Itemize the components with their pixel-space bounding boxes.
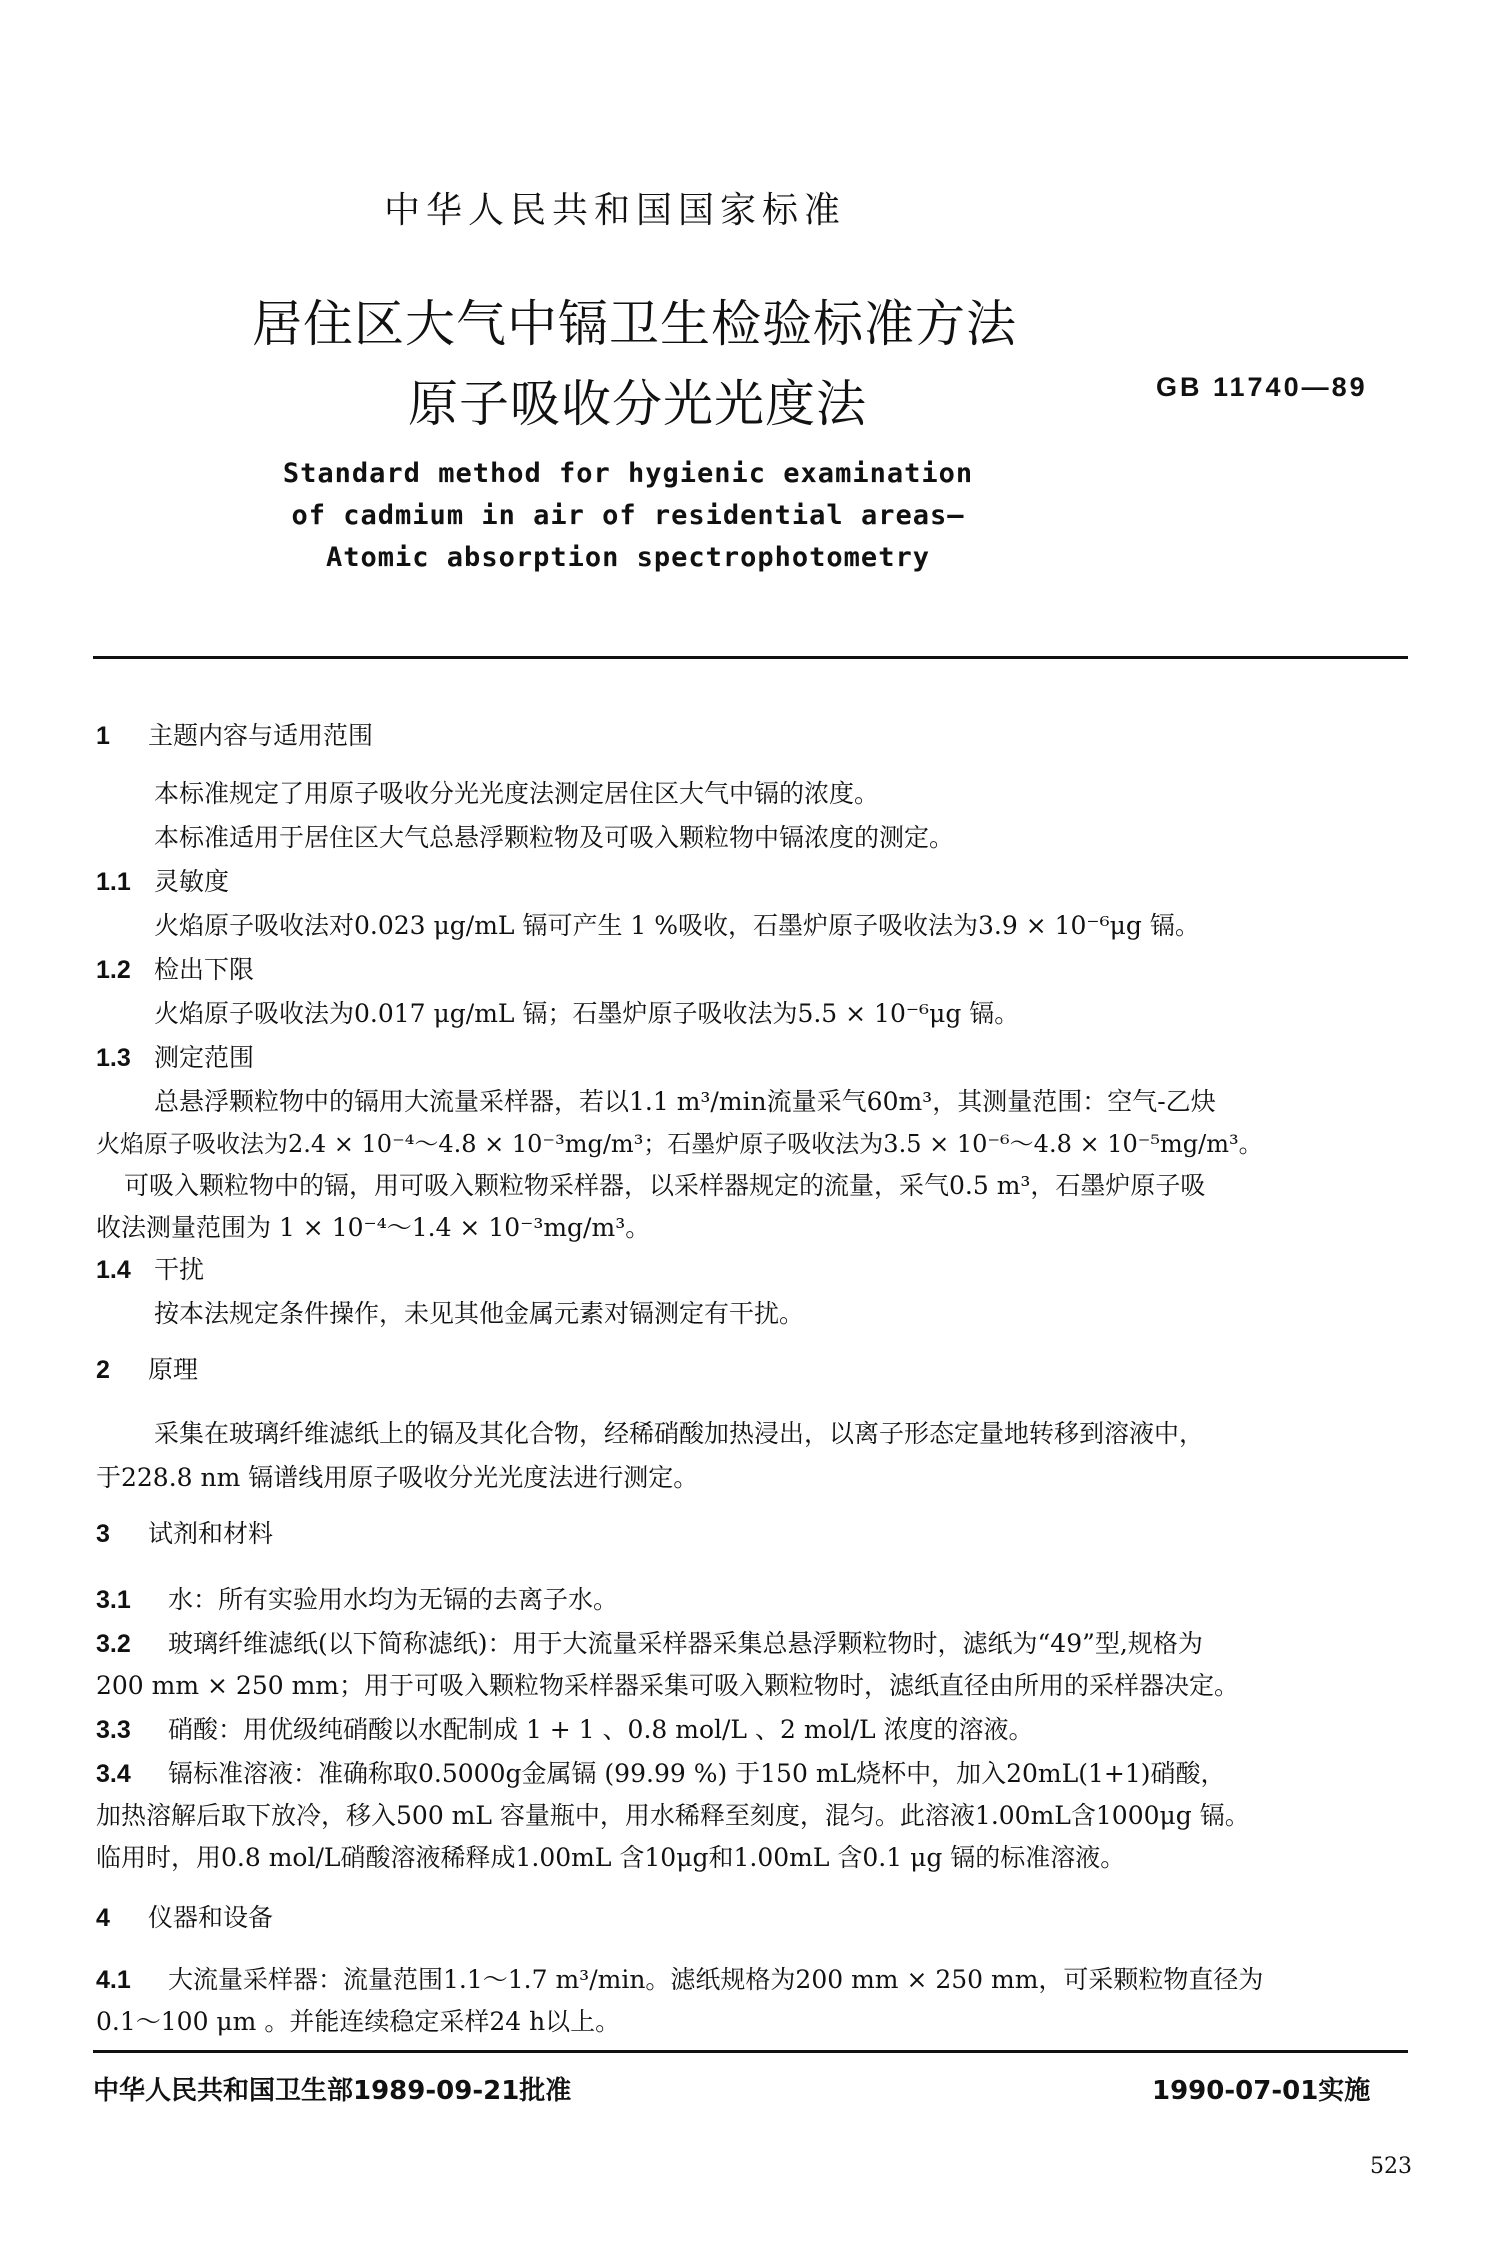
subsection-heading <box>96 1250 204 1286</box>
subsection-number: 1.3 <box>96 1044 131 1072</box>
clause-number: 3.1 <box>96 1586 131 1614</box>
section-number: 4 <box>96 1904 110 1932</box>
section-heading <box>96 1514 273 1550</box>
clause <box>96 1580 618 1616</box>
paragraph-line: 0.1～100 μm 。并能连续稳定采样24 h以上。 <box>96 2007 621 2036</box>
header-rule <box>93 656 1408 659</box>
english-title-line: Atomic absorption spectrophotometry <box>326 542 930 573</box>
clause-number: 4.1 <box>96 1966 131 1994</box>
paragraph: 本标准适用于居住区大气总悬浮颗粒物及可吸入颗粒物中镉浓度的测定。 <box>154 823 955 852</box>
standard-code: GB 11740—89 <box>1156 372 1368 402</box>
section-number: 3 <box>96 1520 110 1548</box>
national-standard-heading: 中华人民共和国国家标准 <box>383 190 846 231</box>
clause-text: 大流量采样器：流量范围1.1～1.7 m³/min。滤纸规格为200 mm × 250 mm，可采颗粒物直径为 <box>168 1965 1264 1994</box>
subsection-heading <box>96 862 229 898</box>
english-title-line: of cadmium in air of residential areas— <box>291 500 965 531</box>
section-title: 主题内容与适用范围 <box>148 721 374 750</box>
clause <box>96 1754 1226 1790</box>
section-title: 仪器和设备 <box>148 1903 274 1932</box>
footer-rule <box>93 2050 1408 2053</box>
section-heading <box>96 1898 273 1934</box>
paragraph-line: 收法测量范围为 1 × 10⁻⁴～1.4 × 10⁻³mg/m³。 <box>96 1213 651 1242</box>
subsection-number: 1.4 <box>96 1256 131 1284</box>
subsection-heading <box>96 1038 254 1074</box>
section-title: 试剂和材料 <box>148 1519 274 1548</box>
paragraph: 火焰原子吸收法为0.017 μg/mL 镉；石墨炉原子吸收法为5.5 × 10⁻⁶μg 镉。 <box>154 999 1020 1028</box>
clause-number: 3.2 <box>96 1630 131 1658</box>
title-chinese-line2: 原子吸收分光光度法 <box>408 375 867 433</box>
paragraph-line: 总悬浮颗粒物中的镉用大流量采样器，若以1.1 m³/min流量采气60m³，其测量范围：空气-乙炔 <box>154 1087 1216 1116</box>
paragraph-line: 临用时，用0.8 mol/L硝酸溶液稀释成1.00mL 含10μg和1.00mL 含0.1 μg 镉的标准溶液。 <box>96 1843 1126 1872</box>
clause-number: 3.3 <box>96 1716 131 1744</box>
section-heading <box>96 1350 198 1386</box>
paragraph-line: 可吸入颗粒物中的镉，用可吸入颗粒物采样器，以采样器规定的流量，采气0.5 m³，石墨炉原子吸 <box>124 1171 1206 1200</box>
subsection-heading <box>96 950 254 986</box>
paragraph: 本标准规定了用原子吸收分光光度法测定居住区大气中镉的浓度。 <box>154 779 880 808</box>
paragraph-line: 加热溶解后取下放冷，移入500 mL 容量瓶中，用水稀释至刻度，混匀。此溶液1.00mL含1000μg 镉。 <box>96 1801 1250 1830</box>
clause-text: 硝酸：用优级纯硝酸以水配制成 1 + 1 、0.8 mol/L 、2 mol/L 浓度的溶液。 <box>168 1715 1034 1744</box>
paragraph-line: 采集在玻璃纤维滤纸上的镉及其化合物，经稀硝酸加热浸出，以离子形态定量地转移到溶液中， <box>154 1419 1205 1448</box>
effective-date: 1990-07-01实施 <box>1152 2076 1371 2106</box>
page-number: 523 <box>1370 2154 1412 2179</box>
title-chinese-line1: 居住区大气中镉卫生检验标准方法 <box>252 295 1017 353</box>
paragraph: 火焰原子吸收法对0.023 μg/mL 镉可产生 1 %吸收，石墨炉原子吸收法为3.9 × 10⁻⁶μg 镉。 <box>154 911 1200 940</box>
clause <box>96 1624 1203 1660</box>
subsection-title: 检出下限 <box>154 955 255 984</box>
paragraph-line: 于228.8 nm 镉谱线用原子吸收分光光度法进行测定。 <box>96 1463 699 1492</box>
paragraph: 按本法规定条件操作，未见其他金属元素对镉测定有干扰。 <box>154 1299 805 1328</box>
section-number: 1 <box>96 722 110 750</box>
subsection-title: 灵敏度 <box>154 867 230 896</box>
clause <box>96 1710 1034 1746</box>
clause-number: 3.4 <box>96 1760 131 1788</box>
paragraph-line: 火焰原子吸收法为2.4 × 10⁻⁴～4.8 × 10⁻³mg/m³；石墨炉原子吸收法为3.5 × 10⁻⁶～4.8 × 10⁻⁵mg/m³。 <box>96 1130 1263 1158</box>
clause <box>96 1960 1263 1996</box>
section-heading <box>96 716 373 752</box>
subsection-number: 1.1 <box>96 868 131 896</box>
subsection-title: 测定范围 <box>154 1043 255 1072</box>
english-title-line: Standard method for hygienic examination <box>282 458 974 489</box>
clause-text: 玻璃纤维滤纸(以下简称滤纸)：用于大流量采样器采集总悬浮颗粒物时，滤纸为“49”型,规格为 <box>168 1629 1203 1658</box>
subsection-title: 干扰 <box>154 1255 205 1284</box>
clause-text: 镉标准溶液：准确称取0.5000g金属镉 (99.99 %) 于150 mL烧杯中，加入20mL(1+1)硝酸， <box>168 1759 1226 1788</box>
section-number: 2 <box>96 1356 110 1384</box>
paragraph-line: 200 mm × 250 mm；用于可吸入颗粒物采样器采集可吸入颗粒物时，滤纸直径由所用的采样器决定。 <box>96 1671 1239 1700</box>
section-title: 原理 <box>148 1355 199 1384</box>
clause-text: 水：所有实验用水均为无镉的去离子水。 <box>168 1585 619 1614</box>
subsection-number: 1.2 <box>96 956 131 984</box>
approval-line: 中华人民共和国卫生部1989-09-21批准 <box>93 2076 572 2106</box>
